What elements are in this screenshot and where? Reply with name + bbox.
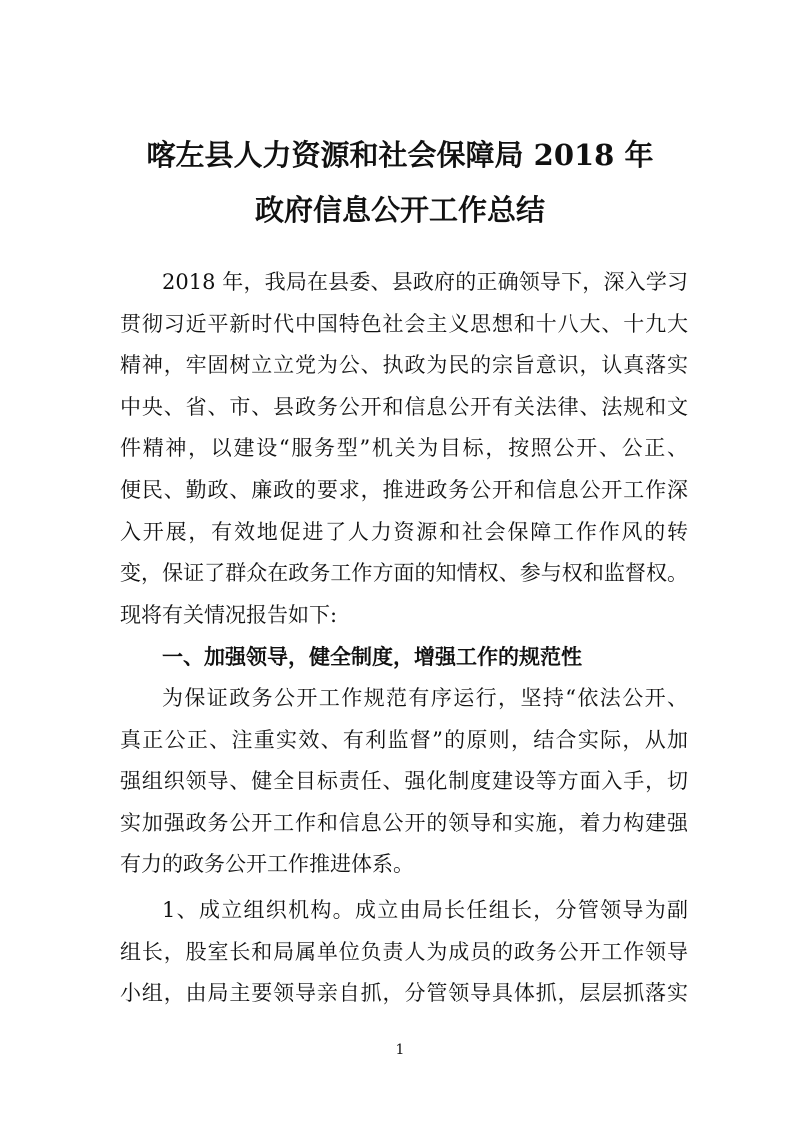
document-title-line-2: 政府信息公开工作总结 xyxy=(254,193,545,227)
paragraph-line: 件精神，以建设“服务型”机关为目标，按照公开、公正、 xyxy=(120,436,688,461)
paragraph-line: 有力的政务公开工作推进体系。 xyxy=(120,852,414,877)
paragraph-line: 2018 年，我局在县委、县政府的正确领导下，深入学习 xyxy=(162,270,688,294)
paragraph-line: 1、成立组织机构。成立由局长任组长，分管领导为副 xyxy=(162,897,688,922)
paragraph-line: 为保证政务公开工作规范有序运行，坚持“依法公开、 xyxy=(162,685,688,710)
paragraph-line: 便民、勤政、廉政的要求，推进政务公开和信息公开工作深 xyxy=(120,477,688,502)
paragraph-line: 真正公正、注重实效、有利监督”的原则，结合实际，从加 xyxy=(120,727,688,752)
paragraph-line: 现将有关情况报告如下: xyxy=(120,602,338,627)
page-number: 1 xyxy=(395,1042,405,1058)
paragraph-line: 实加强政务公开工作和信息公开的领导和实施，着力构建强 xyxy=(120,810,688,835)
document-title-line-1: 喀左县人力资源和社会保障局 2018 年 xyxy=(146,138,654,172)
paragraph-line: 贯彻习近平新时代中国特色社会主义思想和十八大、十九大 xyxy=(120,311,688,336)
paragraph-line: 小组，由局主要领导亲自抓，分管领导具体抓，层层抓落实 xyxy=(120,981,688,1006)
section-1-paragraph xyxy=(120,678,688,886)
intro-paragraph xyxy=(120,262,688,636)
paragraph-line: 强组织领导、健全目标责任、强化制度建设等方面入手，切 xyxy=(120,769,688,794)
paragraph-line: 组长，股室长和局属单位负责人为成员的政务公开工作领导 xyxy=(120,939,688,964)
section-1-heading: 一、加强领导，健全制度，增强工作的规范性 xyxy=(162,644,582,670)
item-1-paragraph xyxy=(120,890,688,1015)
document-body xyxy=(120,262,688,1015)
paragraph-line: 入开展，有效地促进了人力资源和社会保障工作作风的转 xyxy=(120,519,688,544)
paragraph-line: 中央、省、市、县政务公开和信息公开有关法律、法规和文 xyxy=(120,394,688,419)
paragraph-line: 变，保证了群众在政务工作方面的知情权、参与权和监督权。 xyxy=(120,561,688,586)
paragraph-line: 精神，牢固树立立党为公、执政为民的宗旨意识，认真落实 xyxy=(120,353,688,378)
